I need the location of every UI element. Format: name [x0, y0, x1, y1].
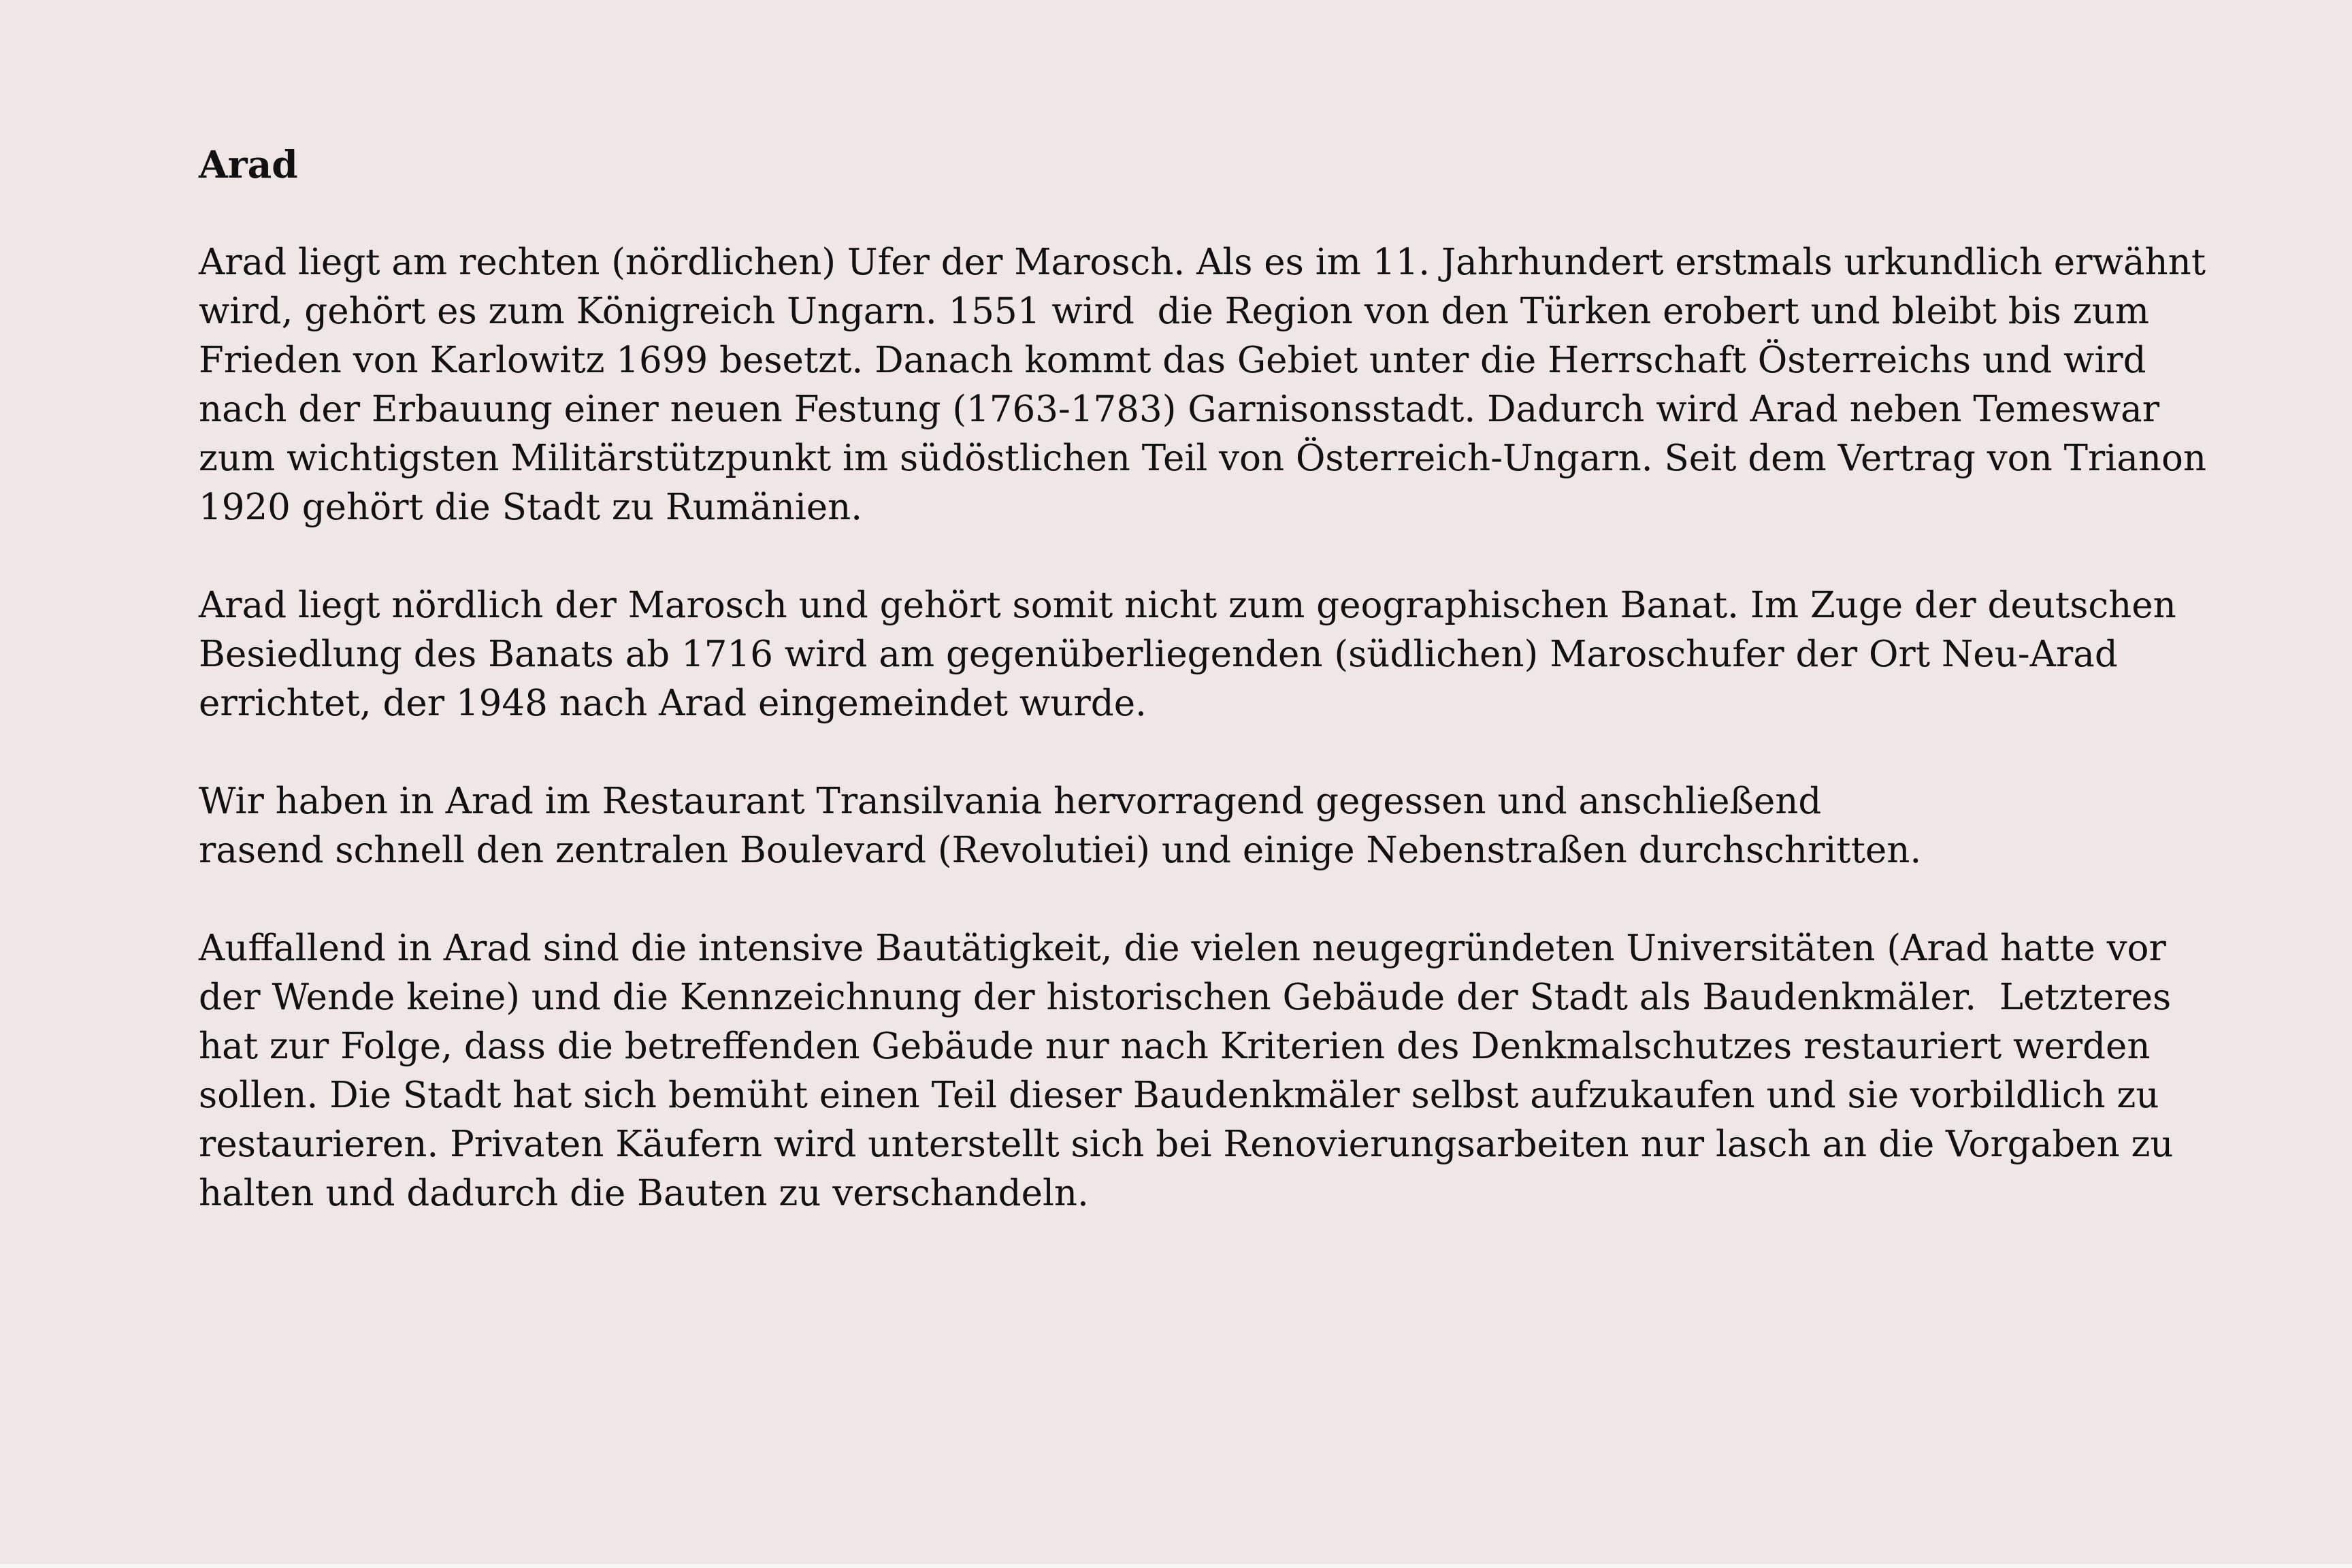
text-line: nach der Erbauung einer neuen Festung (1763-1783) Garnisonsstadt. Dadurch wird Arad neben Temeswar [199, 389, 2160, 430]
text-line: restaurieren. Privaten Käufern wird unterstellt sich bei Renovierungsarbeiten nur lasch an die Vorgaben zu [199, 1124, 2174, 1165]
text-line: errichtet, der 1948 nach Arad eingemeindet wurde. [199, 683, 1147, 724]
paragraph-history [199, 238, 2240, 532]
text-line: sollen. Die Stadt hat sich bemüht einen Teil dieser Baudenkmäler selbst aufzukaufen und sie vorbildlich zu [199, 1075, 2159, 1116]
text-line: 1920 gehört die Stadt zu Rumänien. [199, 487, 863, 528]
paragraph-geography [199, 581, 2240, 728]
text-line: Auffallend in Arad sind die intensive Bautätigkeit, die vielen neugegründeten Universitäten (Arad hatte vor [199, 928, 2166, 969]
page-bottom-edge [0, 1564, 2352, 1568]
paragraph-visit [199, 777, 2240, 875]
page-title: Arad [199, 142, 298, 186]
text-line: Wir haben in Arad im Restaurant Transilvania hervorragend gegessen und anschließend [199, 781, 1822, 822]
text-line: zum wichtigsten Militärstützpunkt im südöstlichen Teil von Österreich-Ungarn. Seit dem Vertrag von Trianon [199, 438, 2206, 479]
text-line: Frieden von Karlowitz 1699 besetzt. Danach kommt das Gebiet unter die Herrschaft Österreichs und wird [199, 340, 2146, 381]
text-line: der Wende keine) und die Kennzeichnung der historischen Gebäude der Stadt als Baudenkmäler. Letzteres [199, 977, 2172, 1018]
text-line: hat zur Folge, dass die betreffenden Gebäude nur nach Kriterien des Denkmalschutzes restauriert werden [199, 1026, 2151, 1067]
text-line: wird, gehört es zum Königreich Ungarn. 1551 wird die Region von den Türken erobert und bleibt bis zum [199, 291, 2150, 332]
text-line: Besiedlung des Banats ab 1716 wird am gegenüberliegenden (südlichen) Maroschufer der Ort Neu-Arad [199, 634, 2118, 675]
paragraph-observations [199, 924, 2240, 1218]
text-line: Arad liegt am rechten (nördlichen) Ufer der Marosch. Als es im 11. Jahrhundert erstmals urkundlich erwähnt [199, 242, 2206, 283]
text-line: Arad liegt nördlich der Marosch und gehört somit nicht zum geographischen Banat. Im Zuge der deutschen [199, 585, 2176, 626]
document-page [199, 140, 2240, 1267]
text-line: rasend schnell den zentralen Boulevard (Revolutiei) und einige Nebenstraßen durchschritten. [199, 830, 1922, 871]
text-line: halten und dadurch die Bauten zu verschandeln. [199, 1173, 1089, 1214]
